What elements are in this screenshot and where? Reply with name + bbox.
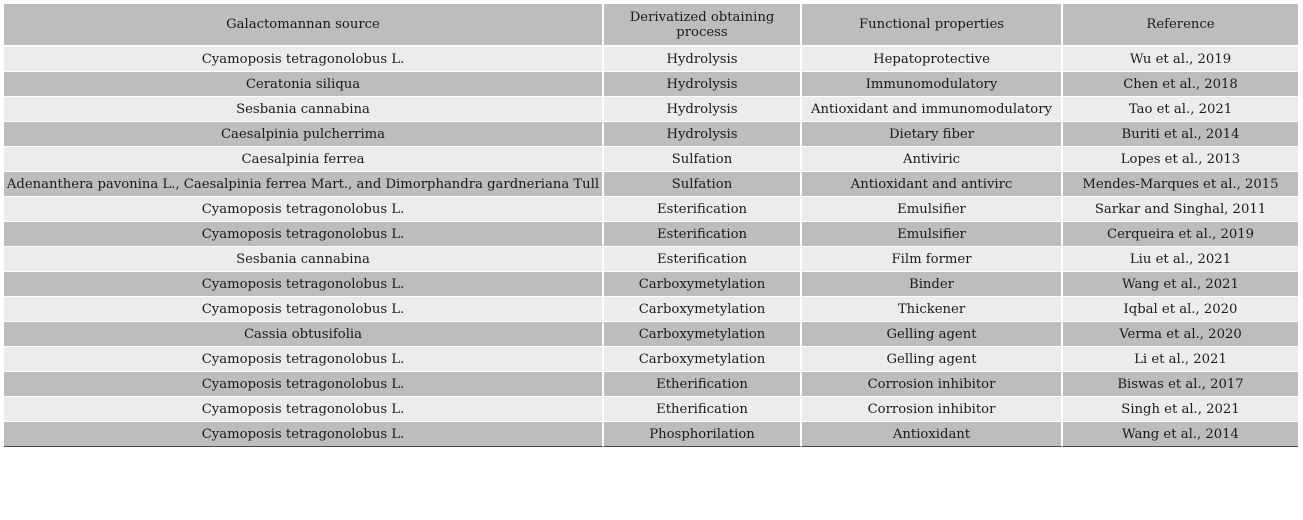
cell-property: Antiviric (802, 147, 1063, 172)
cell-property: Binder (802, 272, 1063, 297)
header-row (4, 4, 1298, 47)
cell-property: Emulsifier (802, 222, 1063, 247)
cell-reference: Verma et al., 2020 (1063, 322, 1298, 347)
cell-process: Esterification (604, 222, 802, 247)
cell-source: Sesbania cannabina (4, 247, 604, 272)
cell-source: Cyamoposis tetragonolobus L. (4, 422, 604, 447)
cell-property: Emulsifier (802, 197, 1063, 222)
cell-reference: Liu et al., 2021 (1063, 247, 1298, 272)
cell-source: Cassia obtusifolia (4, 322, 604, 347)
cell-process: Sulfation (604, 172, 802, 197)
cell-source: Caesalpinia pulcherrima (4, 122, 604, 147)
table-row (4, 222, 1298, 247)
cell-property: Corrosion inhibitor (802, 372, 1063, 397)
cell-process: Hydrolysis (604, 122, 802, 147)
table-header (4, 4, 1298, 47)
table-row (4, 122, 1298, 147)
cell-process: Phosphorilation (604, 422, 802, 447)
cell-source: Cyamoposis tetragonolobus L. (4, 297, 604, 322)
cell-reference: Cerqueira et al., 2019 (1063, 222, 1298, 247)
cell-source: Cyamoposis tetragonolobus L. (4, 397, 604, 422)
table-row (4, 422, 1298, 447)
cell-property: Antioxidant (802, 422, 1063, 447)
galactomannan-derivatives-table (4, 4, 1298, 447)
cell-source: Cyamoposis tetragonolobus L. (4, 197, 604, 222)
cell-process: Hydrolysis (604, 72, 802, 97)
table-row (4, 247, 1298, 272)
table-row (4, 72, 1298, 97)
cell-property: Corrosion inhibitor (802, 397, 1063, 422)
table-row (4, 47, 1298, 72)
cell-process: Etherification (604, 372, 802, 397)
cell-source: Caesalpinia ferrea (4, 147, 604, 172)
cell-reference: Mendes-Marques et al., 2015 (1063, 172, 1298, 197)
cell-reference: Wu et al., 2019 (1063, 47, 1298, 72)
cell-process: Hydrolysis (604, 97, 802, 122)
table-row (4, 397, 1298, 422)
cell-process: Sulfation (604, 147, 802, 172)
cell-reference: Lopes et al., 2013 (1063, 147, 1298, 172)
cell-property: Hepatoprotective (802, 47, 1063, 72)
cell-property: Gelling agent (802, 322, 1063, 347)
table-row (4, 147, 1298, 172)
table-row (4, 272, 1298, 297)
header-reference: Reference (1063, 4, 1298, 47)
header-functional-properties: Functional properties (802, 4, 1063, 47)
cell-reference: Tao et al., 2021 (1063, 97, 1298, 122)
cell-source: Cyamoposis tetragonolobus L. (4, 222, 604, 247)
cell-source: Cyamoposis tetragonolobus L. (4, 272, 604, 297)
cell-process: Carboxymetylation (604, 322, 802, 347)
cell-property: Immunomodulatory (802, 72, 1063, 97)
cell-reference: Chen et al., 2018 (1063, 72, 1298, 97)
header-galactomannan-source: Galactomannan source (4, 4, 604, 47)
cell-property: Film former (802, 247, 1063, 272)
cell-process: Carboxymetylation (604, 272, 802, 297)
cell-reference: Sarkar and Singhal, 2011 (1063, 197, 1298, 222)
cell-reference: Buriti et al., 2014 (1063, 122, 1298, 147)
table-row (4, 347, 1298, 372)
table-row (4, 172, 1298, 197)
cell-process: Esterification (604, 247, 802, 272)
cell-reference: Wang et al., 2021 (1063, 272, 1298, 297)
cell-source: Cyamoposis tetragonolobus L. (4, 47, 604, 72)
cell-source: Sesbania cannabina (4, 97, 604, 122)
cell-source: Cyamoposis tetragonolobus L. (4, 347, 604, 372)
cell-process: Etherification (604, 397, 802, 422)
cell-source: Cyamoposis tetragonolobus L. (4, 372, 604, 397)
table-row (4, 197, 1298, 222)
table-row (4, 372, 1298, 397)
cell-process: Esterification (604, 197, 802, 222)
cell-source: Adenanthera pavonina L., Caesalpinia ferrea Mart., and Dimorphandra gardneriana Tull (4, 172, 604, 197)
cell-process: Carboxymetylation (604, 297, 802, 322)
cell-property: Thickener (802, 297, 1063, 322)
cell-process: Carboxymetylation (604, 347, 802, 372)
header-derivatized-process: Derivatized obtaining process (604, 4, 802, 47)
cell-reference: Singh et al., 2021 (1063, 397, 1298, 422)
cell-property: Dietary fiber (802, 122, 1063, 147)
cell-reference: Wang et al., 2014 (1063, 422, 1298, 447)
table-row (4, 297, 1298, 322)
cell-property: Antioxidant and immunomodulatory (802, 97, 1063, 122)
cell-reference: Li et al., 2021 (1063, 347, 1298, 372)
cell-source: Ceratonia siliqua (4, 72, 604, 97)
galactomannan-table-container (4, 4, 1298, 447)
cell-reference: Iqbal et al., 2020 (1063, 297, 1298, 322)
table-body (4, 47, 1298, 447)
cell-reference: Biswas et al., 2017 (1063, 372, 1298, 397)
table-row (4, 322, 1298, 347)
cell-property: Gelling agent (802, 347, 1063, 372)
table-row (4, 97, 1298, 122)
cell-property: Antioxidant and antivirc (802, 172, 1063, 197)
cell-process: Hydrolysis (604, 47, 802, 72)
